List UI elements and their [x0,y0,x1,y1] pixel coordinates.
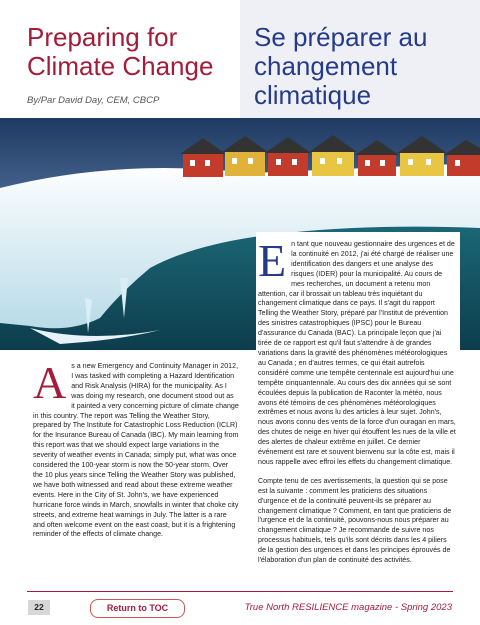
return-to-toc-button[interactable]: Return to TOC [90,599,185,618]
article-french-paragraph-2: Compte tenu de ces avertissements, la question qui se pose est la suivante : comment les praticiens des situations d'urgence et de la continuité peuvent-ils se préparer au changement climatique ? Comment, en tant que praticiens de l'urgence et de la continuité, pouvons-nous nous préparer au changement climatique ? Je recommande de suivre nos processus habituels, tels qu'ils sont décrits dans les 4 piliers de la gestion des urgences et dans les principes éprouvés de l'élaboration d'un plan de continuité des activités. [258,476,452,565]
footer-divider [27,591,453,592]
article-french-column [256,232,460,575]
article-english-text: s a new Emergency and Continuity Manager in 2012, I was tasked with completing a Hazard Identification and Risk Analysis (HIRA) for the municipality. As I was doing my research, one document stood out as it painted a very concerning picture of climate change in this country. The report was Telling the Weather Story, prepared by The Institute for Catastrophic Loss Reduction (ICLR) for the Insurance Bureau of Canada (IBC). My main learning from this report was that we should expect large variations in the severity of weather events in Canada; simply put, what was once considered the 100-year storm is now the 50-year storm. Over the 10 plus years since Telling the Weather Story was published, we have both witnessed and read about these extreme weather events. Here in the City of St. John's, we have experienced hurricane force winds in March, snowfalls in winter that choke city streets, and extreme heat warnings in July. The latter is a rare and often welcome event on the east coast, but it is a frightening reminder of the effects of climate change. [33,362,239,539]
article-french-text-1: n tant que nouveau gestionnaire des urgences et de la continuité en 2012, j'ai été chargé de réaliser une identification des dangers et une analyse des risques (IDER) pour la municipalité. Au cours de mes recherches, un document a retenu mon attention, car il brossait un tableau très inquiétant du changement climatique dans ce pays. Il s'agit du rapport Telling the Weather Story, préparé par l'Institut de prévention des sinistres catastrophiques (IPSC) pour le Bureau d'assurance du Canada (BAC). La principale leçon que j'ai tirée de ce rapport est qu'il faut s'attendre à de grandes variations dans la gravité des phénomènes météorologiques au Canada ; en d'autres termes, ce qui était autrefois considéré comme une tempête centennale est aujourd'hui une tempête cinquantennale. Au cours des dix années qui se sont écoulées depuis la publication de Raconter la météo, nous avons été témoins de ces phénomènes météorologiques extrêmes et nous avons lu des articles à leur sujet. John's, nous avons connu des vents de la force d'un ouragan en mars, des chutes de neige en hiver qui étouffent les rues de la ville et des alertes de chaleur extrême en juillet. Ce dernier événement est rare et souvent bienvenu sur la côte est, mais il nous rappelle avec effroi les effets du changement climatique. [258,240,456,466]
dropcap-english: A [33,357,67,408]
article-french-paragraph-1 [258,235,456,468]
byline: By/Par David Day, CEM, CBCP [27,95,160,106]
article-english-column [33,357,239,540]
article-english-paragraph [33,357,239,540]
page-number: 22 [28,600,50,615]
title-french: Se préparer au changement climatique [254,22,428,110]
magazine-credit: True North RESILIENCE magazine - Spring 2023 [244,602,452,613]
title-english: Preparing for Climate Change [27,22,214,81]
dropcap-french: E [258,235,287,286]
